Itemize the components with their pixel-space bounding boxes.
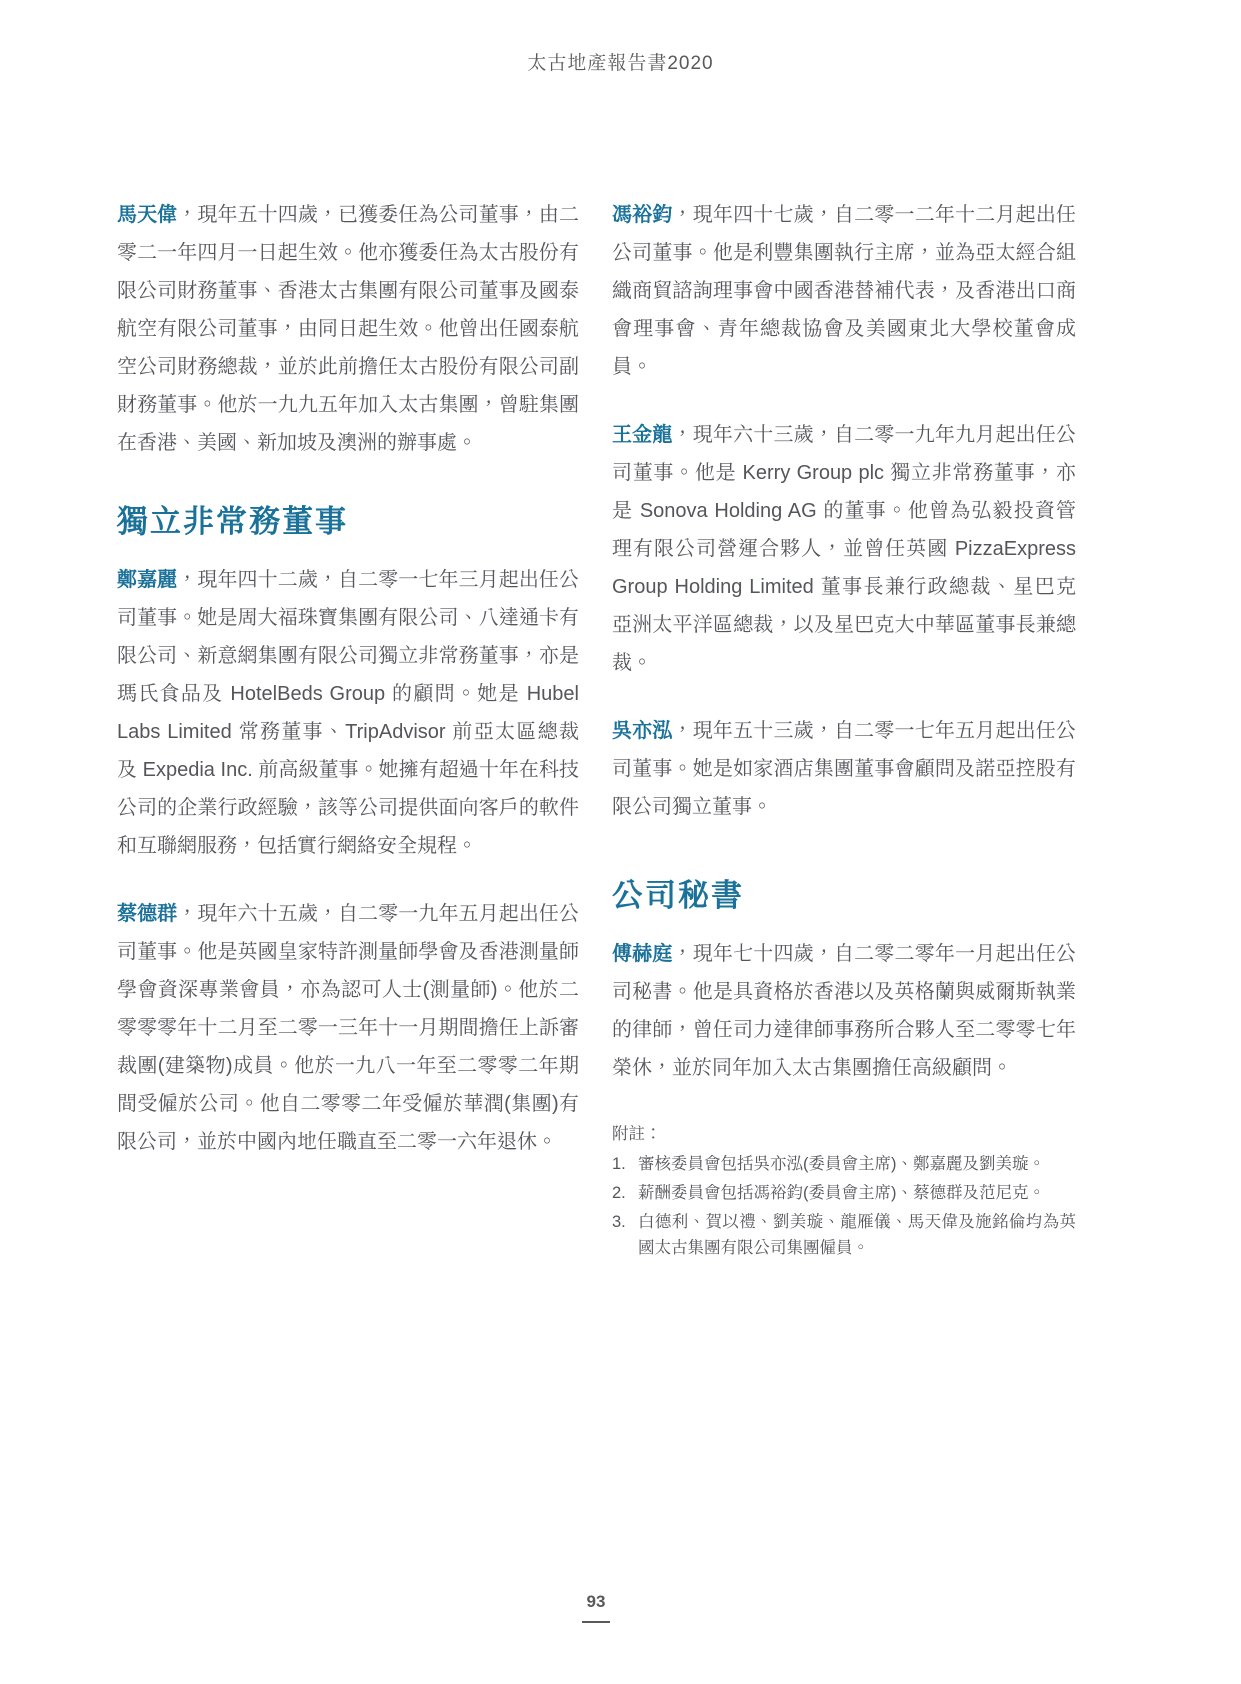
notes-label: 附註： — [612, 1125, 662, 1143]
notes-block — [612, 1121, 1076, 1261]
person-name: 吳亦泓 — [612, 720, 673, 742]
bio-paragraph-fu-hak-ting — [612, 935, 1076, 1087]
bio-text: ，現年七十四歲，自二零二零年一月起出任公司秘書。他是具資格於香港以及英格蘭與威爾斯執業的律師，曾任司力達律師事務所合夥人至二零零七年榮休，並於同年加入太古集團擔任高級顧問。 — [612, 943, 1077, 1079]
section-heading-company-secretary: 公司秘書 — [612, 878, 744, 913]
person-name: 鄭嘉麗 — [117, 569, 178, 591]
person-name: 馬天偉 — [117, 204, 178, 226]
bio-text: ，現年五十三歲，自二零一七年五月起出任公司董事。她是如家酒店集團董事會顧問及諾亞控股有限公司獨立董事。 — [612, 720, 1077, 818]
page-footer — [117, 1592, 1075, 1623]
bio-paragraph-choi-tak-kwan — [117, 895, 579, 1161]
person-name: 傅赫庭 — [612, 943, 673, 965]
right-column — [612, 196, 1076, 1264]
page-number: 93 — [582, 1592, 611, 1623]
note-number: 2. — [612, 1184, 626, 1202]
bio-paragraph-ng-yik-wang — [612, 712, 1076, 826]
bio-text: ，現年六十五歲，自二零一九年五月起出任公司董事。他是英國皇家特許測量師學會及香港測量師學會資深專業會員，亦為認可人士(測量師)。他於二零零零年十二月至二零一三年十一月期間擔任上訴審裁團(建築物)成員。他於一九八一年至二零零二年期間受僱於公司。他自二零零二年受僱於華潤(集團)有限公司，並於中國內地任職直至二零一六年退休。 — [117, 903, 580, 1153]
note-item — [612, 1209, 1076, 1261]
person-name: 蔡德群 — [117, 903, 178, 925]
bio-text: ，現年四十二歲，自二零一七年三月起出任公司董事。她是周大福珠寶集團有限公司、八達通卡有限公司、新意網集團有限公司獨立非常務董事，亦是瑪氏食品及 HotelBeds Group 的顧問。她是 Hubel Labs Limited 常務董事、TripAdvisor 前亞太區總裁及 Expedia Inc. 前高級董事。她擁有超過十年在科技公司的企業行政經驗，該等公司提供面向客戶的軟件和互聯網服務，包括實行網絡安全規程。 — [117, 569, 580, 857]
person-name: 王金龍 — [612, 424, 673, 446]
bio-text: ，現年四十七歲，自二零一二年十二月起出任公司董事。他是利豐集團執行主席，並為亞太經合組織商貿諮詢理事會中國香港替補代表，及香港出口商會理事會、青年總裁協會及美國東北大學校董會成員。 — [612, 204, 1077, 378]
person-name: 馮裕鈞 — [612, 204, 673, 226]
bio-text: ，現年六十三歲，自二零一九年九月起出任公司董事。他是 Kerry Group plc 獨立非常務董事，亦是 Sonova Holding AG 的董事。他曾為弘毅投資管理有限公司營運合夥人，並曾任英國 PizzaExpress Group Holding Limited 董事長兼行政總裁、星巴克亞洲太平洋區總裁，以及星巴克大中華區董事長兼總裁。 — [612, 424, 1077, 674]
bio-paragraph-fung-yu-kwan — [612, 196, 1076, 386]
bio-paragraph-ma-tin-wai — [117, 196, 579, 462]
section-heading-independent-non-executive-directors: 獨立非常務董事 — [117, 504, 348, 539]
bio-paragraph-cheng-ka-lai — [117, 561, 579, 865]
note-text: 薪酬委員會包括馮裕鈞(委員會主席)、蔡德群及范尼克。 — [638, 1184, 1045, 1202]
bio-text: ，現年五十四歲，已獲委任為公司董事，由二零二一年四月一日起生效。他亦獲委任為太古股份有限公司財務董事、香港太古集團有限公司董事及國泰航空有限公司董事，由同日起生效。他曾出任國泰航空公司財務總裁，並於此前擔任太古股份有限公司副財務董事。他於一九九五年加入太古集團，曾駐集團在香港、美國、新加坡及澳洲的辦事處。 — [117, 204, 580, 454]
note-number: 1. — [612, 1155, 626, 1173]
note-text: 審核委員會包括吳亦泓(委員會主席)、鄭嘉麗及劉美璇。 — [638, 1155, 1045, 1173]
page-header-title: 太古地產報告書2020 — [527, 53, 714, 74]
note-item — [612, 1180, 1076, 1206]
note-text: 白德利、賀以禮、劉美璇、龍雁儀、馬天偉及施銘倫均為英國太古集團有限公司集團僱員。 — [638, 1213, 1076, 1257]
note-item — [612, 1151, 1076, 1177]
left-column — [117, 196, 579, 1191]
note-number: 3. — [612, 1213, 626, 1231]
bio-paragraph-wang-kam-lung — [612, 416, 1076, 682]
